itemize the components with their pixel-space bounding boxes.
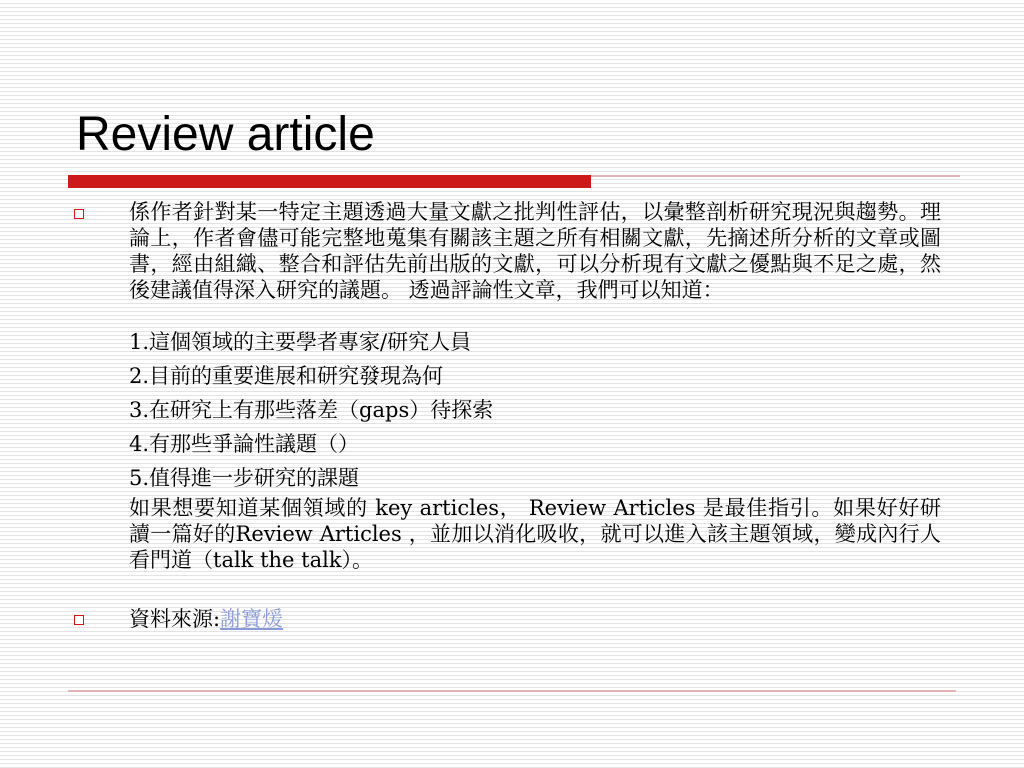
point-item: 4.有那些爭論性議題（） [129,432,360,456]
source-label: 資料來源: [129,607,221,631]
intro-paragraph: 係作者針對某一特定主題透過大量文獻之批判性評估，以彙整剖析研究現況與趨勢。理論上，作者會儘可能完整地蒐集有關該主題之所有相關文獻，先摘述所分析的文章或圖書，經由組織、整合和評估先前出版的文獻，可以分析現有文獻之優點與不足之處，然後建議值得深入研究的議題。 透過評論性文章，我們可以知道： [129,200,941,302]
source-author-link[interactable]: 謝寶煖 [220,607,284,631]
slide-title: Review article [76,108,375,161]
title-accent-bar [68,175,591,188]
source-line [129,606,283,632]
point-item: 5.值得進一步研究的課題 [129,466,360,490]
point-item: 2.目前的重要進展和研究發現為何 [129,364,444,388]
conclusion-paragraph: 如果想要知道某個領域的 key articles， Review Articles 是最佳指引。如果好好研讀一篇好的Review Articles ，並加以消化吸收，就可以進入該主題領域，變成內行人看門道（talk the talk）。 [129,496,941,572]
title-divider [591,175,960,177]
point-item: 3.在研究上有那些落差（gaps）待探索 [129,398,494,422]
hollow-square-icon [74,209,84,219]
point-item: 1.這個領域的主要學者專家/研究人員 [129,330,472,354]
hollow-square-icon [74,615,84,625]
footer-divider [68,690,956,692]
